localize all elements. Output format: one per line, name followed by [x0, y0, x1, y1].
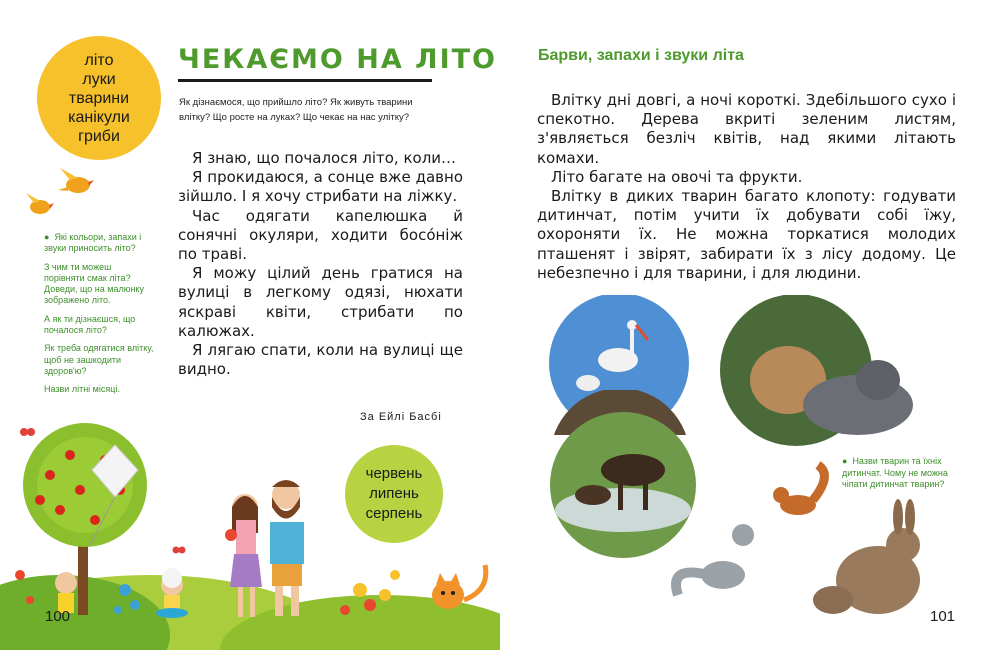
page-title: ЧЕКАЄМО НА ЛІТО: [178, 44, 497, 75]
story-author: За Ейлі Басбі: [360, 411, 442, 423]
story-paragraph: Я знаю, що почалося літо, коли…: [192, 149, 457, 167]
summer-scene-illustration: [0, 415, 500, 650]
moose-photo: [550, 412, 696, 558]
bullet-icon: ●: [44, 232, 55, 242]
subtitle-line: Як дізнаємося, що прийшло літо? Як живуть тварини: [179, 97, 413, 108]
page-number-left: 100: [45, 608, 71, 625]
bullet-icon: ●: [842, 456, 853, 466]
story-paragraph: Я прокидаюся, а сонце вже давно зійшло. І я хочу стрибати на ліжку.: [178, 168, 463, 206]
sidebar-question: З чим ти можеш порівняти смак літа? Доведи, що на малюнку зображено літо.: [44, 261, 144, 306]
cat-icon: [432, 565, 486, 609]
section-heading: Барви, запахи і звуки літа: [538, 47, 744, 64]
section-paragraph: Влітку в диких тварин багато клопоту: годувати дитинчат, потім учити їх добувати собі їжу, охороняти їх. Не можна торкатися молодих пташенят і звірят, забирати їх з лісу додому. Це небезпечно і для тварини, і для людини.: [537, 187, 956, 282]
story-text: [178, 149, 463, 379]
topic-word: луки: [82, 70, 116, 88]
sidebar-question: ● Які кольори, запахи і звуки приносить літо?: [44, 232, 142, 254]
animal-question: ● Назви тварин та їхніх дитинчат. Чому не можна чіпати дитинчат тварин?: [842, 456, 948, 489]
squirrel-icon: [773, 465, 824, 515]
squirrel-icon: [676, 524, 754, 595]
story-paragraph: Я лягаю спати, коли на вулиці ще видно.: [178, 341, 463, 379]
summer-months-circle: [345, 445, 443, 543]
section-paragraph: Літо багате на овочі та фрукти.: [551, 167, 803, 186]
story-paragraph: Час одягати капелюшка й сонячні окуляри, ходити босóніж по траві.: [178, 206, 463, 264]
month-label: липень: [369, 485, 419, 502]
bird-icon: [58, 168, 94, 193]
section-text: [537, 91, 956, 283]
topic-word: тварини: [68, 89, 130, 107]
subtitle-line: влітку? Що росте на луках? Що чекає на нас улітку?: [179, 112, 409, 123]
bird-icon: [26, 193, 54, 214]
section-paragraph: Влітку дні довгі, а ночі короткі. Здебільшого сухо і спекотно. Дерева вкриті зеленим листям, з'являється безліч квітів, над якими літають комахи.: [537, 91, 956, 167]
sidebar-question: А як ти дізнаєшся, що почалося літо?: [44, 313, 136, 336]
topic-words-circle: [37, 36, 161, 160]
butterfly-icon: [20, 428, 35, 436]
topic-word: гриби: [78, 127, 120, 145]
birds-illustration: [20, 160, 95, 220]
sidebar-questions: [44, 232, 154, 403]
topic-word: літо: [84, 51, 114, 69]
page-number-right: 101: [930, 608, 956, 625]
butterfly-icon: [173, 547, 186, 554]
month-label: серпень: [365, 505, 423, 522]
rabbit-icon: [813, 499, 920, 614]
sidebar-question: Назви літні місяці.: [44, 384, 120, 395]
story-paragraph: Я можу цілий день гратися на вулиці в легкому одязі, нюхати яскраві квіти, стрибати по калюжах.: [178, 264, 463, 340]
sidebar-question: Як треба одягатися влітку, щоб не зашкодити здоров'ю?: [44, 343, 154, 376]
title-underline: [178, 79, 432, 82]
topic-word: канікули: [68, 108, 130, 126]
month-label: червень: [365, 465, 423, 482]
wolves-photo: [720, 295, 913, 446]
